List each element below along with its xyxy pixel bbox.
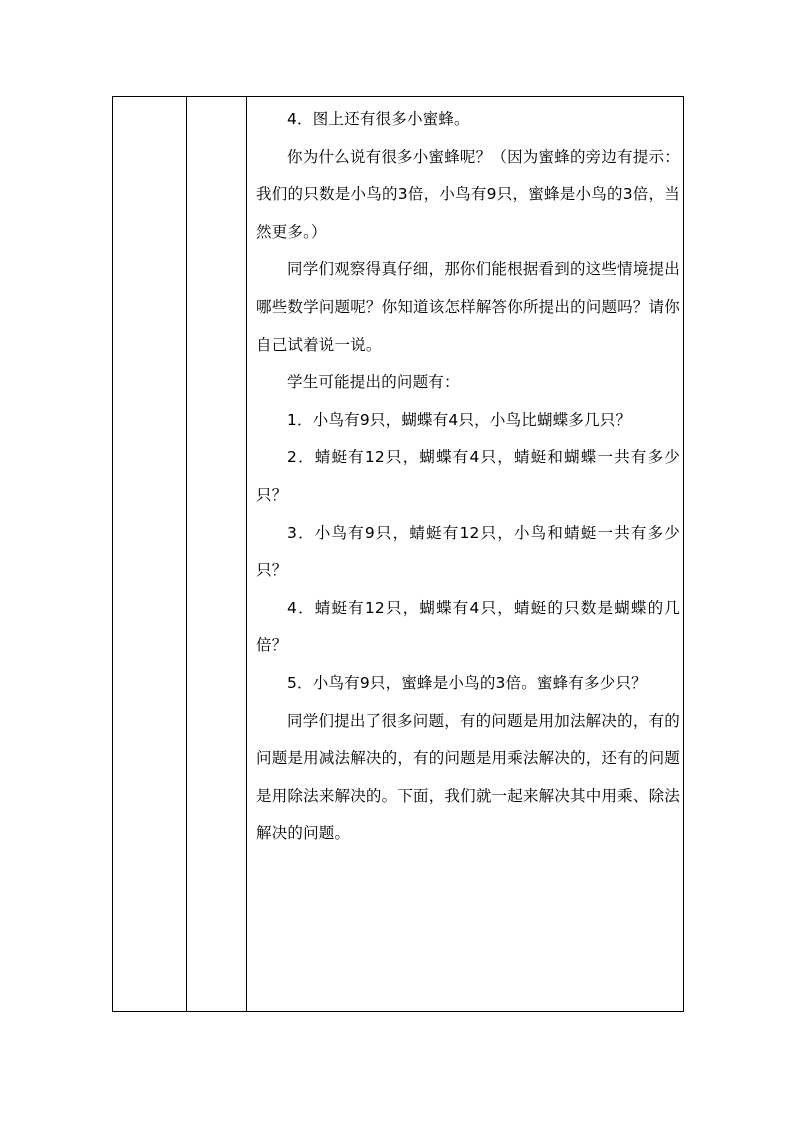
content-cell (256, 101, 680, 853)
column-divider-1 (186, 97, 187, 1011)
question-item: 3．小鸟有9只，蜻蜓有12只，小鸟和蜻蜓一共有多少只？ (256, 523, 680, 580)
paragraph: 同学们观察得真仔细，那你们能根据看到的这些情境提出哪些数学问题呢？你知道该怎样解答你所提出的问题吗？请你自己试着说一说。 (256, 260, 680, 354)
question-item: 1．小鸟有9只，蝴蝶有4只，小鸟比蝴蝶多几只？ (287, 410, 632, 429)
question-item: 2．蜻蜓有12只，蝴蝶有4只，蜻蜓和蝴蝶一共有多少只？ (256, 448, 680, 504)
paragraph: 同学们提出了很多问题，有的问题是用加法解决的，有的问题是用减法解决的，有的问题是用乘法解决的，还有的问题是用除法来解决的。下面，我们就一起来解决其中用乘、除法解决的问题。 (256, 711, 680, 843)
paragraph: 学生可能提出的问题有： (287, 373, 460, 392)
question-item: 5．小鸟有9只，蜜蜂是小鸟的3倍。蜜蜂有多少只？ (287, 673, 647, 692)
column-divider-2 (246, 97, 247, 1011)
lesson-table (112, 96, 684, 1012)
question-item: 4．蜻蜓有12只，蝴蝶有4只，蜻蜓的只数是蝴蝶的几倍？ (256, 598, 680, 655)
paragraph: 你为什么说有很多小蜜蜂呢？（因为蜜蜂的旁边有提示：我们的只数是小鸟的3倍，小鸟有9只，蜜蜂是小鸟的3倍，当然更多。） (256, 147, 680, 241)
paragraph: 4．图上还有很多小蜜蜂。 (287, 110, 470, 128)
